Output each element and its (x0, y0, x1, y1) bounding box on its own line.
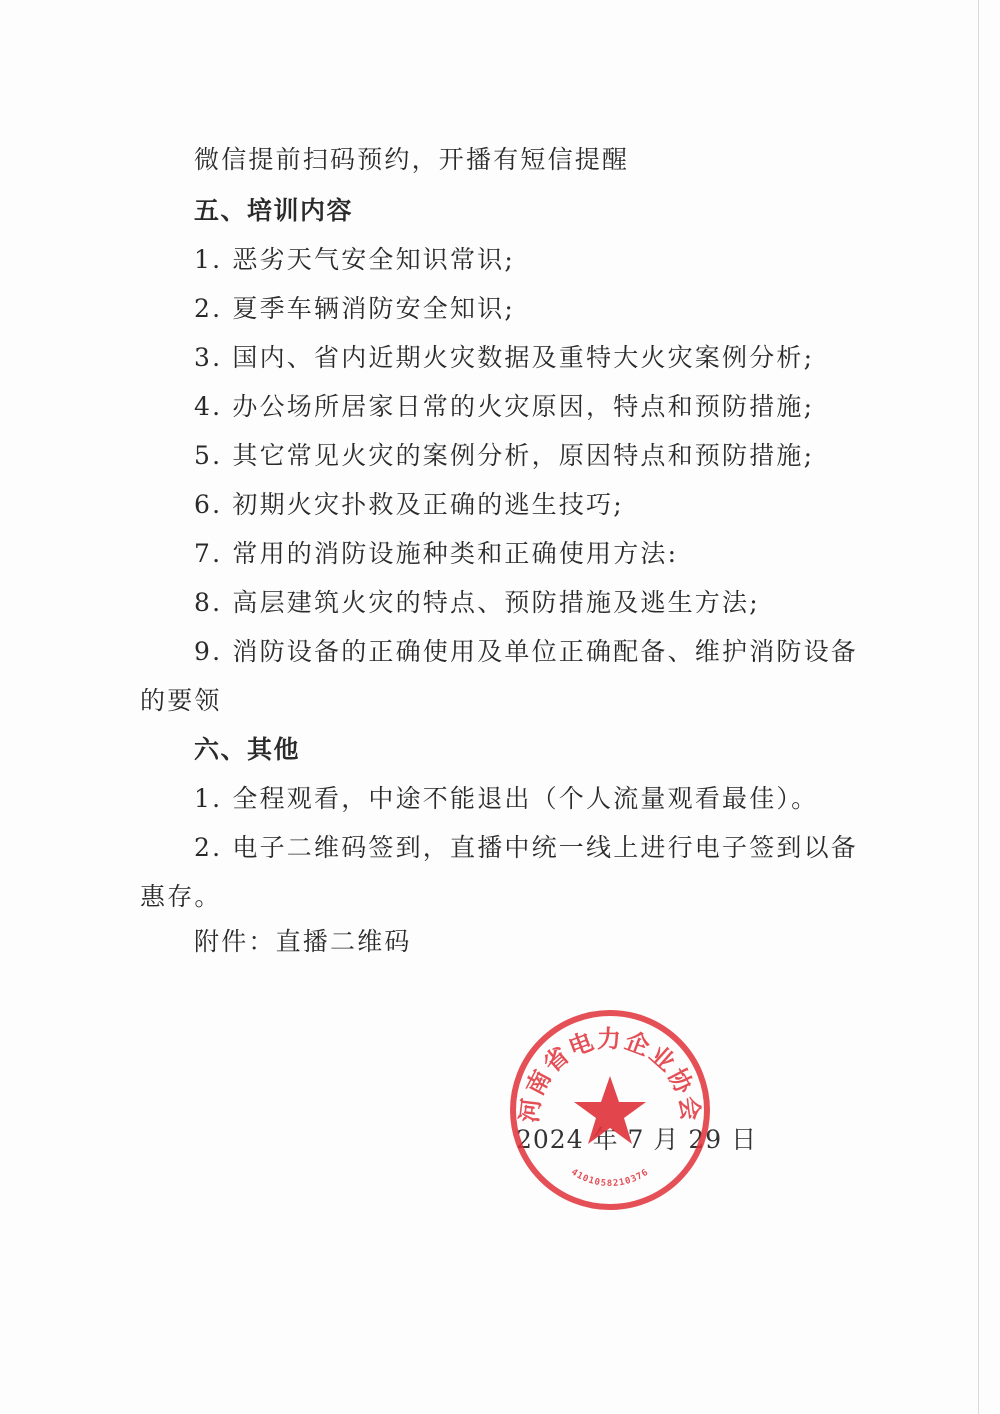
list-item: 1. 恶劣天气安全知识常识; (194, 245, 516, 274)
intro-tail-text: 微信提前扫码预约，开播有短信提醒 (194, 145, 630, 174)
seal-org-name: 河南省电力企业协会 (515, 1025, 705, 1125)
list-item-continuation: 惠存。 (140, 882, 222, 911)
svg-text:4101058210376 (569, 1167, 651, 1189)
list-item: 1. 全程观看，中途不能退出（个人流量观看最佳）。 (194, 784, 819, 813)
list-item: 6. 初期火灾扑救及正确的逃生技巧; (194, 490, 624, 519)
list-item: 5. 其它常见火灾的案例分析，原因特点和预防措施; (194, 441, 815, 470)
official-seal-stamp (508, 1008, 712, 1212)
list-item: 4. 办公场所居家日常的火灾原因，特点和预防措施; (194, 392, 815, 421)
list-item-continuation: 的要领 (140, 686, 222, 715)
list-item: 8. 高层建筑火灾的特点、预防措施及逃生方法; (194, 588, 760, 617)
list-item: 9. 消防设备的正确使用及单位正确配备、维护消防设备 (194, 637, 859, 666)
issue-date: 2024 年 7 月 29 日 (516, 1125, 758, 1154)
list-item: 2. 夏季车辆消防安全知识; (194, 294, 516, 323)
section6-heading: 六、其他 (194, 735, 301, 764)
list-item: 3. 国内、省内近期火灾数据及重特大火灾案例分析; (194, 343, 815, 372)
list-item: 2. 电子二维码签到，直播中统一线上进行电子签到以备 (194, 833, 859, 862)
list-item: 7. 常用的消防设施种类和正确使用方法: (194, 539, 679, 568)
seal-star-icon (574, 1076, 646, 1144)
seal-code: 4101058210376 (569, 1167, 651, 1190)
section5-heading: 五、培训内容 (194, 196, 354, 225)
attachment-note: 附件：直播二维码 (194, 927, 412, 956)
